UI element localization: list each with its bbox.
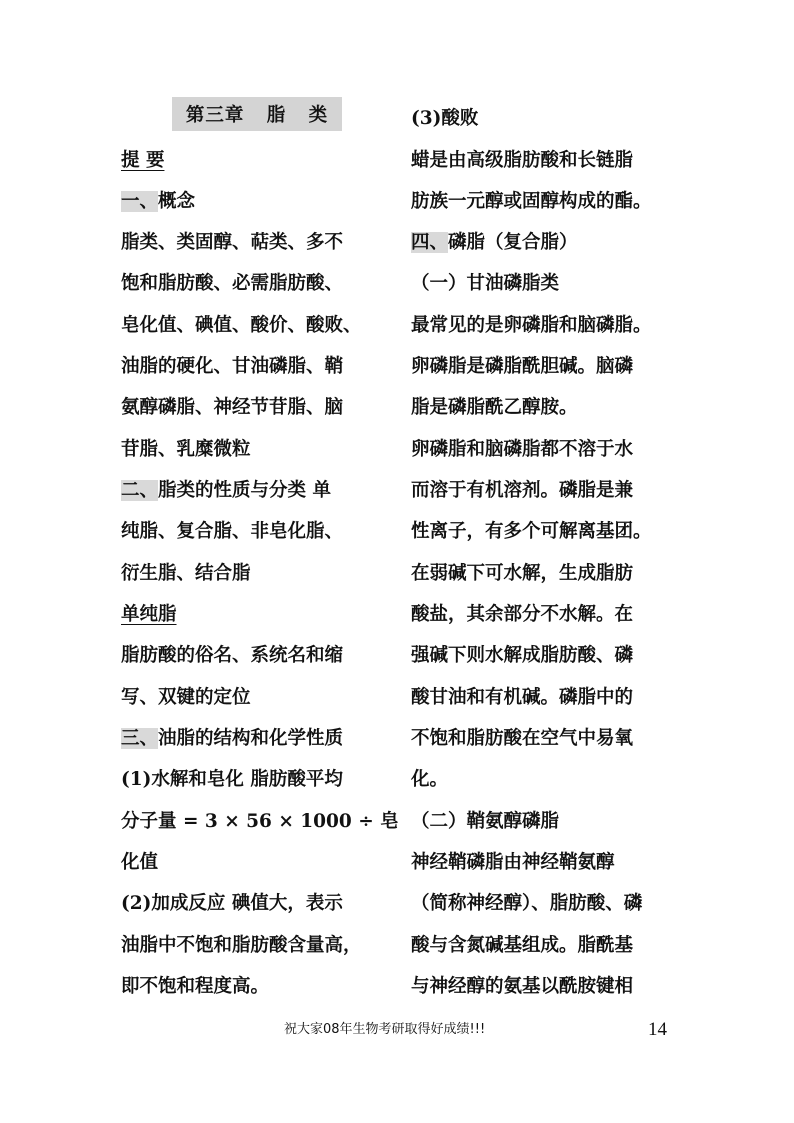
fatty-acid-line: 脂肪酸的俗名、系统名和缩	[121, 645, 344, 666]
item-3-title: (3)酸败	[411, 108, 479, 129]
subsection-2-line: 与神经醇的氨基以酰胺键相	[411, 976, 634, 997]
concepts-line: 氨醇磷脂、神经节苷脂、脑	[121, 397, 344, 418]
subsection-1-line: 而溶于有机溶剂。磷脂是兼	[411, 480, 634, 501]
summary-heading: 提 要	[121, 150, 165, 171]
section-3-heading	[121, 727, 343, 751]
section-4-number: 四、	[411, 232, 449, 253]
subsection-1-line: 性离子，有多个可解离基团。	[411, 521, 652, 542]
subsection-1-line: 化。	[411, 769, 449, 790]
item-2-line: 油脂中不饱和脂肪酸含量高，	[121, 935, 362, 956]
item-1-line: 化值	[121, 852, 159, 873]
section-2-line: 纯脂、复合脂、非皂化脂、	[121, 521, 344, 542]
wax-line: 蜡是由高级脂肪酸和长链脂	[411, 150, 634, 171]
item-1-line: (1)水解和皂化 脂肪酸平均	[121, 769, 343, 790]
section-3-title: 油脂的结构和化学性质	[158, 728, 344, 749]
item-2-line: 即不饱和程度高。	[121, 976, 270, 997]
section-2-line: 衍生脂、结合脂	[121, 563, 251, 584]
footer-slogan: 祝大家08年生物考研取得好成绩!!!	[284, 1022, 486, 1037]
item-2-line: (2)加成反应 碘值大，表示	[121, 893, 343, 914]
concepts-line: 饱和脂肪酸、必需脂肪酸、	[121, 273, 344, 294]
subsection-1-line: 卵磷脂和脑磷脂都不溶于水	[411, 439, 634, 460]
simple-lipid-heading: 单纯脂	[121, 604, 177, 625]
item-1-line: 分子量 = 3 × 56 × 1000 ÷ 皂	[121, 811, 399, 832]
subsection-2-line: 酸与含氮碱基组成。脂酰基	[411, 935, 634, 956]
subsection-1-title: （一）甘油磷脂类	[411, 273, 560, 294]
subsection-1-line: 最常见的是卵磷脂和脑磷脂。	[411, 315, 652, 336]
subsection-1-line: 强碱下则水解成脂肪酸、磷	[411, 645, 634, 666]
page-number: 14	[648, 1019, 667, 1040]
concepts-line: 皂化值、碘值、酸价、酸败、	[121, 315, 362, 336]
subsection-2-title: （二）鞘氨醇磷脂	[411, 811, 560, 832]
section-1-title: 概念	[158, 191, 196, 212]
subsection-1-line: 在弱碱下可水解，生成脂肪	[411, 563, 634, 584]
concepts-line: 苷脂、乳糜微粒	[121, 439, 251, 460]
fatty-acid-line: 写、双键的定位	[121, 687, 251, 708]
wax-line: 肪族一元醇或固醇构成的酯。	[411, 191, 652, 212]
subsection-1-line: 酸甘油和有机碱。磷脂中的	[411, 687, 634, 708]
subsection-1-line: 脂是磷脂酰乙醇胺。	[411, 397, 578, 418]
section-2-number: 二、	[121, 480, 159, 501]
section-1-heading	[121, 190, 195, 214]
concepts-line: 油脂的硬化、甘油磷脂、鞘	[121, 356, 344, 377]
chapter-title: 第三章 脂 类	[172, 97, 342, 131]
subsection-1-line: 酸盐，其余部分不水解。在	[411, 604, 634, 625]
subsection-2-line: 神经鞘磷脂由神经鞘氨醇	[411, 852, 615, 873]
section-4-heading	[411, 231, 578, 255]
subsection-2-line: （简称神经醇）、脂肪酸、磷	[411, 893, 643, 914]
section-1-number: 一、	[121, 191, 159, 212]
section-3-number: 三、	[121, 728, 159, 749]
subsection-1-line: 卵磷脂是磷脂酰胆碱。脑磷	[411, 356, 634, 377]
section-2-heading	[121, 479, 331, 503]
subsection-1-line: 不饱和脂肪酸在空气中易氧	[411, 728, 634, 749]
concepts-line: 脂类、类固醇、萜类、多不	[121, 232, 344, 253]
section-2-title: 脂类的性质与分类 单	[158, 480, 331, 501]
section-4-title: 磷脂（复合脂）	[448, 232, 578, 253]
